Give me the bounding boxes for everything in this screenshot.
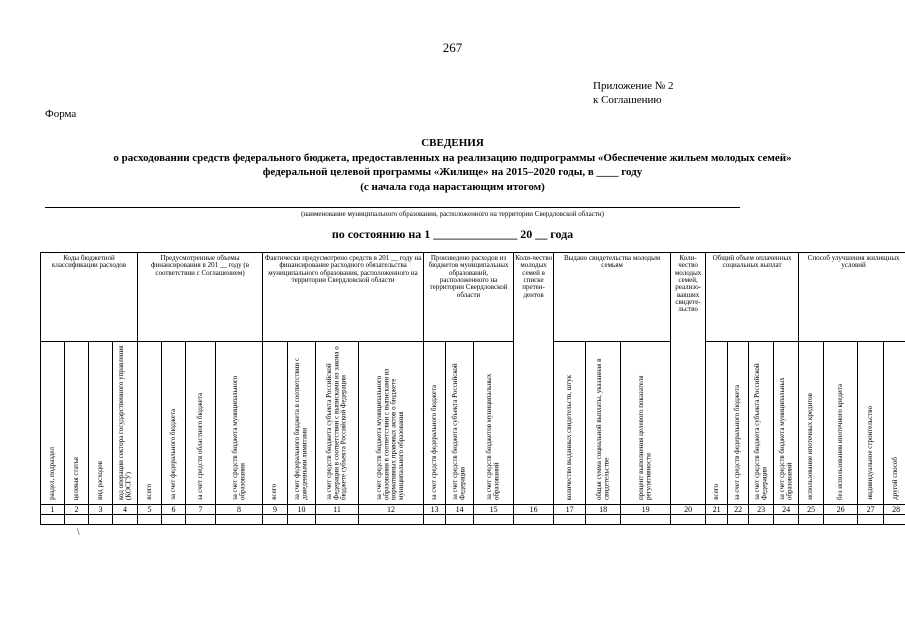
subheader-kosgu: код операции сектора государственного управления (КОСГУ) xyxy=(113,342,138,505)
column-number: 15 xyxy=(474,505,514,515)
column-number: 10 xyxy=(288,505,316,515)
title-line-3: федеральной целевой программы «Жилище» на 2015–2020 годы, в ____ году xyxy=(262,166,643,178)
subheader-cert-percent: процент выполнения целевого показателя регулятивности xyxy=(621,342,671,505)
data-cell[interactable] xyxy=(263,515,288,525)
column-number: 8 xyxy=(216,505,263,515)
data-cell[interactable] xyxy=(446,515,474,525)
column-number: 4 xyxy=(113,505,138,515)
subheader-spent-municipal: за счет средств бюджетов муниципальных образований xyxy=(474,342,514,505)
title-line-4: (с начала года нарастающим итогом) xyxy=(360,181,545,193)
subheader-actual-total: всего xyxy=(263,342,288,505)
data-cell[interactable] xyxy=(749,515,774,525)
column-number: 28 xyxy=(884,505,905,515)
data-cell[interactable] xyxy=(586,515,621,525)
column-number: 2 xyxy=(65,505,89,515)
data-cell[interactable] xyxy=(89,515,113,525)
subheader-planned-municipal: за счет средств бюджета муниципального образования xyxy=(216,342,263,505)
subheader-spent-regional: за счет средств бюджета субъекта Российской Федерации xyxy=(446,342,474,505)
subheader-paid-total: всего xyxy=(706,342,728,505)
data-cell[interactable] xyxy=(884,515,905,525)
column-number: 11 xyxy=(316,505,359,515)
stray-mark: \ xyxy=(77,527,80,537)
subheader-method-no-mortgage: без использования ипотечного кредита xyxy=(824,342,858,505)
data-cell[interactable] xyxy=(474,515,514,525)
column-number: 27 xyxy=(858,505,884,515)
header-actual-funding: Фактически предусмотрено средств в 201 __ году на финансирование расходного обязательства муниципального образования, расположенного на территории Свердловской области xyxy=(263,253,424,342)
data-cell[interactable] xyxy=(514,515,554,525)
header-budget-codes: Коды бюджетной классификации расходов xyxy=(41,253,138,342)
column-number: 1 xyxy=(41,505,65,515)
subheader-planned-total: всего xyxy=(138,342,162,505)
form-label: Форма xyxy=(45,108,77,120)
subheader-paid-regional: за счет средств бюджета субъекта Российской Федерации xyxy=(749,342,774,505)
subheader-target-article: целевая статья xyxy=(65,342,89,505)
header-planned-funding: Предусмотренные объемы финансирования в 201 __ году (в соответствии с Соглашением) xyxy=(138,253,263,342)
data-cell[interactable] xyxy=(671,515,706,525)
header-certificates-issued: Выдано свидетельства молодым семьям xyxy=(554,253,671,342)
data-cell[interactable] xyxy=(41,515,65,525)
title-line-1: СВЕДЕНИЯ xyxy=(421,137,484,149)
as-of-date-line: по состоянию на 1 ______________ 20 __ года xyxy=(331,227,574,241)
subheader-paid-federal: за счет средств федерального бюджета xyxy=(728,342,749,505)
data-cell[interactable] xyxy=(621,515,671,525)
subheader-actual-municipal: за счет средств бюджета муниципального образования в соответствии с выписками из нормативных правовых актов о бюджете муниципального образования xyxy=(359,342,424,505)
header-families-in-list: Коли-чество молодых семей в списке претен-дентов xyxy=(514,253,554,505)
column-number: 6 xyxy=(162,505,186,515)
data-cell[interactable] xyxy=(824,515,858,525)
column-number: 21 xyxy=(706,505,728,515)
subheader-actual-federal: за счет федерального бюджета в соответствии с доведенными лимитами xyxy=(288,342,316,505)
column-number: 26 xyxy=(824,505,858,515)
column-number: 7 xyxy=(186,505,216,515)
data-cell[interactable] xyxy=(113,515,138,525)
data-cell[interactable] xyxy=(216,515,263,525)
municipality-caption: (наименование муниципального образования, расположенного на территории Свердловской области) xyxy=(301,210,604,218)
data-cell[interactable] xyxy=(799,515,824,525)
appendix-line-2: к Соглашению xyxy=(593,94,662,106)
header-families-realized: Коли-чество молодых семей, реализо-вавших свидете-льство xyxy=(671,253,706,505)
data-cell[interactable] xyxy=(424,515,446,525)
data-cell[interactable] xyxy=(728,515,749,525)
subheader-method-other: другой способ xyxy=(884,342,905,505)
subheader-method-mortgage: использование ипотечных кредитов xyxy=(799,342,824,505)
subheader-planned-regional: за счет средств областного бюджета xyxy=(186,342,216,505)
data-cell[interactable] xyxy=(288,515,316,525)
municipality-underline xyxy=(45,207,740,208)
subheader-section: раздел, подраздел xyxy=(41,342,65,505)
appendix-line-1: Приложение № 2 xyxy=(593,80,674,92)
data-cell[interactable] xyxy=(359,515,424,525)
column-number: 13 xyxy=(424,505,446,515)
column-number: 25 xyxy=(799,505,824,515)
data-cell[interactable] xyxy=(138,515,162,525)
data-cell[interactable] xyxy=(774,515,799,525)
header-expenses-made: Произведено расходов из бюджетов муниципальных образований, расположенного на территории Свердловской области xyxy=(424,253,514,342)
title-line-2: о расходовании средств федерального бюджета, предоставленных на реализацию подпрограммы «Обеспечение жильем молодых семей» xyxy=(113,152,792,164)
data-cell[interactable] xyxy=(554,515,586,525)
column-number: 23 xyxy=(749,505,774,515)
column-number: 18 xyxy=(586,505,621,515)
column-number: 24 xyxy=(774,505,799,515)
column-number: 5 xyxy=(138,505,162,515)
data-cell[interactable] xyxy=(316,515,359,525)
subheader-spent-federal: за счет средств федерального бюджета xyxy=(424,342,446,505)
column-number: 12 xyxy=(359,505,424,515)
header-housing-method: Способ улучшения жилищных условий xyxy=(799,253,905,342)
subheader-paid-municipal: за счет средств бюджета муниципальных образований xyxy=(774,342,799,505)
data-cell[interactable] xyxy=(65,515,89,525)
column-number: 17 xyxy=(554,505,586,515)
subheader-method-construction: индивидуальное строительство xyxy=(858,342,884,505)
subheader-cert-count: количество выданных свидетельств, штук xyxy=(554,342,586,505)
data-cell[interactable] xyxy=(858,515,884,525)
subheader-planned-federal: за счет федерального бюджета xyxy=(162,342,186,505)
header-total-payments: Общий объем оплаченных социальных выплат xyxy=(706,253,799,342)
column-number: 22 xyxy=(728,505,749,515)
page-number: 267 xyxy=(442,40,463,55)
column-number: 9 xyxy=(263,505,288,515)
report-table xyxy=(40,252,905,525)
column-number: 20 xyxy=(671,505,706,515)
column-number: 19 xyxy=(621,505,671,515)
column-number: 3 xyxy=(89,505,113,515)
subheader-expense-type: вид расходов xyxy=(89,342,113,505)
subheader-cert-amount: общая сумма социальной выплаты, указанная в свидетельстве xyxy=(586,342,621,505)
column-number: 14 xyxy=(446,505,474,515)
data-cell[interactable] xyxy=(162,515,186,525)
data-cell[interactable] xyxy=(706,515,728,525)
column-number: 16 xyxy=(514,505,554,515)
data-cell[interactable] xyxy=(186,515,216,525)
subheader-actual-regional: за счет средств бюджета субъекта Российской Федерации в соответствии с выписками из закона о бюджете субъекта Российской Федерации xyxy=(316,342,359,505)
